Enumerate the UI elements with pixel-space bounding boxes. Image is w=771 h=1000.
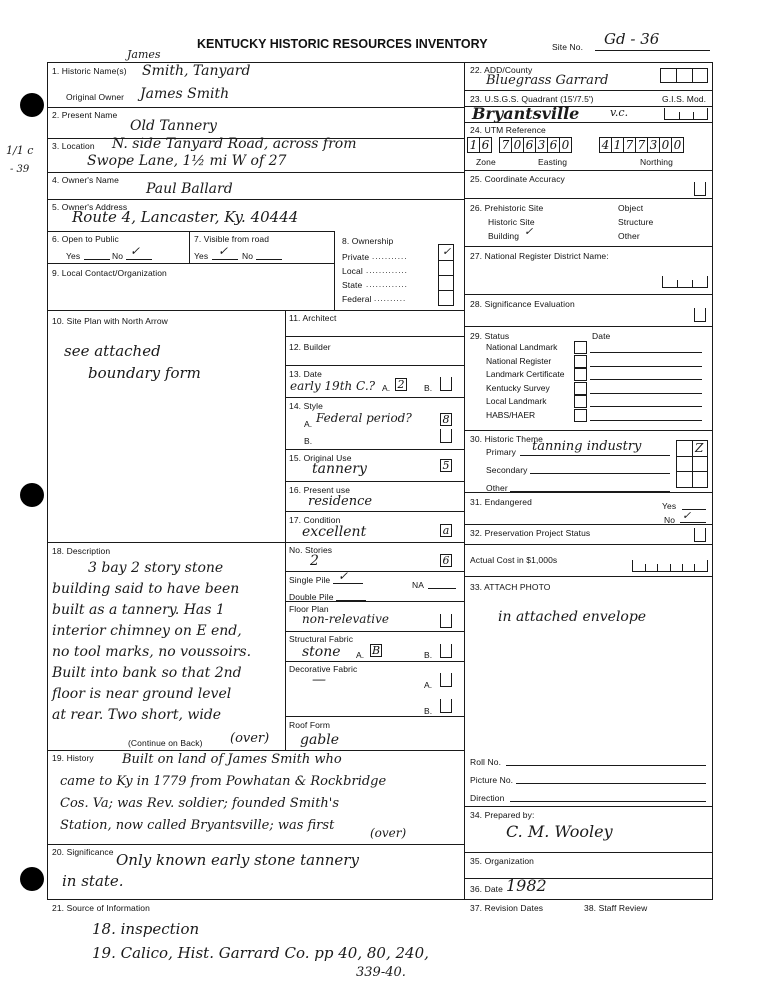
structure-label: Structure bbox=[618, 217, 654, 227]
status-item[interactable] bbox=[486, 356, 706, 369]
location-line2[interactable]: Swope Lane, 1½ mi W of 27 bbox=[87, 153, 287, 169]
stories-label: No. Stories bbox=[289, 545, 333, 555]
present-name-label: 2. Present Name bbox=[52, 110, 118, 120]
status-checkbox[interactable] bbox=[574, 341, 587, 354]
punch-hole bbox=[20, 93, 44, 117]
utm-northing-label: Northing bbox=[640, 157, 673, 167]
status-checkbox[interactable] bbox=[574, 382, 587, 395]
history-line: Built on land of James Smith who bbox=[122, 752, 342, 767]
endangered-no-mark[interactable]: ✓ bbox=[682, 509, 692, 522]
theme-secondary-label: Secondary bbox=[486, 465, 528, 475]
quadrant-value[interactable]: Bryantsville bbox=[472, 104, 580, 123]
utm-digit-box: 7 bbox=[635, 137, 648, 153]
local-contact-label: 9. Local Contact/Organization bbox=[52, 268, 167, 278]
form-title: KENTUCKY HISTORIC RESOURCES INVENTORY bbox=[197, 37, 488, 51]
description-label: 18. Description bbox=[52, 546, 111, 556]
endangered-yes-label: Yes bbox=[662, 501, 677, 511]
utm-digit-box: 0 bbox=[659, 137, 672, 153]
continue-on-back: (Continue on Back) bbox=[128, 738, 203, 748]
description-line: floor is near ground level bbox=[52, 686, 232, 702]
history-line: Station, now called Bryantsville; was first bbox=[60, 818, 335, 833]
coordinate-accuracy-label: 25. Coordinate Accuracy bbox=[470, 174, 565, 184]
nr-district-boxes[interactable] bbox=[662, 276, 708, 288]
builder-label: 12. Builder bbox=[289, 342, 331, 352]
source-line2[interactable]: 19. Calico, Hist. Garrard Co. pp 40, 80, 240, bbox=[92, 944, 429, 962]
significance-label: 20. Significance bbox=[52, 847, 114, 857]
status-date-line[interactable] bbox=[590, 406, 702, 407]
significance-eval-box[interactable] bbox=[694, 308, 706, 322]
roof-form-value[interactable]: gable bbox=[300, 732, 340, 748]
floor-plan-label: Floor Plan bbox=[289, 604, 329, 614]
description-over: (over) bbox=[230, 731, 270, 746]
status-checkbox[interactable] bbox=[574, 409, 587, 422]
open-yes-label: Yes bbox=[66, 251, 81, 261]
style-a-label: A. bbox=[304, 419, 313, 429]
date-a-box[interactable]: 2 bbox=[395, 378, 407, 391]
significance-eval-label: 28. Significance Evaluation bbox=[470, 299, 575, 309]
description-line: built as a tannery. Has 1 bbox=[52, 602, 225, 618]
utm-digit-box: 1 bbox=[467, 137, 480, 153]
utm-digit-box: 3 bbox=[647, 137, 660, 153]
actual-cost-label: Actual Cost in $1,000s bbox=[470, 555, 558, 565]
status-item-label: National Register bbox=[486, 355, 552, 366]
location-line1[interactable]: N. side Tanyard Road, across from bbox=[112, 136, 357, 152]
location-label: 3. Location bbox=[52, 141, 95, 151]
condition-value[interactable]: excellent bbox=[302, 524, 367, 540]
style-b-label: B. bbox=[304, 436, 313, 446]
nr-district-label: 27. National Register District Name: bbox=[470, 251, 609, 261]
original-use-value[interactable]: tannery bbox=[312, 461, 367, 477]
decorative-a-box[interactable] bbox=[440, 673, 452, 687]
historic-name-label: 1. Historic Name(s) bbox=[52, 66, 127, 76]
status-checkbox[interactable] bbox=[574, 395, 587, 408]
owner-name-value[interactable]: Paul Ballard bbox=[146, 181, 233, 197]
add-county-boxes[interactable] bbox=[660, 68, 708, 83]
open-no-mark[interactable]: ✓ bbox=[130, 244, 141, 258]
status-item[interactable] bbox=[486, 369, 706, 382]
historic-site-label: Historic Site bbox=[488, 217, 535, 227]
date-label: 13. Date bbox=[289, 369, 322, 379]
utm-digit-box: 6 bbox=[547, 137, 560, 153]
structural-fabric-value[interactable]: stone bbox=[302, 644, 341, 660]
style-a-box[interactable]: 8 bbox=[440, 413, 452, 426]
utm-digit-box: 6 bbox=[523, 137, 536, 153]
utm-digit-box: 0 bbox=[559, 137, 572, 153]
building-mark[interactable]: ✓ bbox=[524, 225, 534, 238]
single-pile-label: Single Pile bbox=[289, 575, 331, 585]
attach-photo-value[interactable]: in attached envelope bbox=[498, 609, 647, 625]
date-a-label: A. bbox=[382, 383, 391, 393]
visible-yes-label: Yes bbox=[194, 251, 209, 261]
site-plan-line2[interactable]: boundary form bbox=[88, 364, 201, 382]
utm-digit-box: 7 bbox=[499, 137, 512, 153]
prepared-by-label: 34. Prepared by: bbox=[470, 810, 535, 820]
site-no-value[interactable]: Gd - 36 bbox=[604, 30, 660, 48]
gis-boxes[interactable] bbox=[664, 108, 708, 120]
add-county-value[interactable]: Bluegrass Garrard bbox=[486, 73, 609, 88]
single-pile-mark[interactable]: ✓ bbox=[338, 569, 349, 583]
style-b-box[interactable] bbox=[440, 429, 452, 443]
utm-digit-box: 6 bbox=[479, 137, 492, 153]
object-label: Object bbox=[618, 203, 644, 213]
utm-easting-label: Easting bbox=[538, 157, 568, 167]
open-no-label: No bbox=[112, 251, 124, 261]
prehistoric-site-label: 26. Prehistoric Site bbox=[470, 203, 544, 213]
condition-box[interactable]: a bbox=[440, 524, 452, 537]
direction-label: Direction bbox=[470, 793, 505, 803]
history-over: (over) bbox=[370, 826, 407, 840]
theme-other-label: Other bbox=[486, 483, 508, 493]
other-label: Other bbox=[618, 231, 640, 241]
status-item[interactable] bbox=[486, 410, 706, 423]
original-use-box[interactable]: 5 bbox=[440, 459, 452, 472]
fabric-b-label: B. bbox=[424, 650, 433, 660]
roof-form-label: Roof Form bbox=[289, 720, 331, 730]
description-line: interior chimney on E end, bbox=[52, 623, 242, 639]
floor-plan-box[interactable] bbox=[440, 614, 452, 628]
building-label: Building bbox=[488, 231, 520, 241]
endangered-no-label: No bbox=[664, 515, 676, 525]
visible-no-label: No bbox=[242, 251, 254, 261]
status-item[interactable] bbox=[486, 342, 706, 355]
utm-digit-box: 1 bbox=[611, 137, 624, 153]
date-b-label: B. bbox=[424, 383, 433, 393]
status-item-label: Local Landmark bbox=[486, 396, 547, 406]
utm-digit-box: 7 bbox=[623, 137, 636, 153]
style-label: 14. Style bbox=[289, 401, 323, 411]
coordinate-accuracy-box[interactable] bbox=[694, 182, 706, 196]
utm-digit-box: 0 bbox=[511, 137, 524, 153]
decorative-fabric-value[interactable]: — bbox=[312, 672, 326, 688]
utm-easting-boxes[interactable] bbox=[500, 137, 572, 153]
utm-zone-label: Zone bbox=[476, 157, 496, 167]
decorative-fabric-label: Decorative Fabric bbox=[289, 664, 358, 674]
decorative-b-box[interactable] bbox=[440, 699, 452, 713]
present-use-label: 16. Present use bbox=[289, 485, 351, 495]
status-date-line[interactable] bbox=[590, 393, 702, 394]
utm-digit-box: 0 bbox=[671, 137, 684, 153]
open-to-public-label: 6. Open to Public bbox=[52, 234, 119, 244]
utm-zone-boxes[interactable] bbox=[468, 137, 492, 153]
owner-address-label: 5. Owner's Address bbox=[52, 202, 128, 212]
significance-line1[interactable]: Only known early stone tannery bbox=[116, 851, 359, 869]
owner-address-value[interactable]: Route 4, Lancaster, Ky. 40444 bbox=[72, 208, 299, 226]
staff-review-label: 38. Staff Review bbox=[584, 903, 648, 913]
site-plan-line1[interactable]: see attached bbox=[64, 342, 161, 360]
status-date-line[interactable] bbox=[590, 420, 702, 421]
decorative-a-label: A. bbox=[424, 680, 433, 690]
description-line: 3 bay 2 story stone bbox=[88, 560, 224, 576]
visible-yes-mark[interactable]: ✓ bbox=[218, 244, 229, 258]
fabric-a-box[interactable]: B bbox=[371, 644, 381, 657]
style-value[interactable]: Federal period? bbox=[316, 411, 412, 425]
add-county-label: 22. ADD/County bbox=[470, 65, 533, 75]
ownership-local: Local bbox=[342, 266, 363, 276]
historic-name-value[interactable]: Smith, Tanyard bbox=[142, 63, 251, 79]
source-label: 21. Source of Information bbox=[52, 903, 150, 913]
original-use-label: 15. Original Use bbox=[289, 453, 352, 463]
status-item-label: Kentucky Survey bbox=[486, 382, 550, 393]
ownership-state: State bbox=[342, 280, 363, 290]
quadrant-label: 23. U.S.G.S. Quadrant (15'/7.5') bbox=[470, 94, 594, 104]
theme-primary-value[interactable]: tanning industry bbox=[532, 439, 642, 454]
status-item-label: HABS/HAER bbox=[486, 409, 536, 420]
historic-theme-label: 30. Historic Theme bbox=[470, 434, 543, 444]
visible-from-road-label: 7. Visible from road bbox=[194, 234, 270, 244]
present-use-value[interactable]: residence bbox=[308, 494, 373, 509]
description-line: building said to have been bbox=[52, 581, 240, 597]
status-item[interactable] bbox=[486, 383, 706, 396]
ownership-label: 8. Ownership bbox=[342, 236, 394, 246]
status-item-label: National Landmark bbox=[486, 342, 558, 352]
present-name-value[interactable]: Old Tannery bbox=[130, 118, 217, 134]
status-date-line[interactable] bbox=[590, 379, 702, 380]
utm-digit-box: 3 bbox=[535, 137, 548, 153]
prepared-by-value[interactable]: C. M. Wooley bbox=[506, 822, 613, 841]
attach-photo-label: 33. ATTACH PHOTO bbox=[470, 582, 551, 592]
status-checkbox[interactable] bbox=[574, 368, 587, 381]
quadrant-suffix: v.c. bbox=[610, 106, 629, 119]
original-owner-value[interactable]: James Smith bbox=[140, 86, 230, 102]
stories-box[interactable]: 6 bbox=[440, 554, 452, 567]
actual-cost-boxes[interactable] bbox=[632, 560, 708, 572]
site-plan-label: 10. Site Plan with North Arrow bbox=[52, 316, 168, 326]
double-pile-label: Double Pile bbox=[289, 592, 334, 602]
site-no-label: Site No. bbox=[552, 42, 584, 52]
ownership-boxes[interactable] bbox=[438, 244, 454, 306]
status-checkbox[interactable] bbox=[574, 355, 587, 368]
na-label: NA bbox=[412, 580, 425, 590]
historic-name-above: James bbox=[127, 48, 161, 61]
condition-label: 17. Condition bbox=[289, 515, 341, 525]
theme-primary-label: Primary bbox=[486, 447, 516, 457]
picture-no-label: Picture No. bbox=[470, 775, 514, 785]
description-line: Built into bank so that 2nd bbox=[52, 665, 242, 681]
roll-no-label: Roll No. bbox=[470, 757, 502, 767]
theme-grid-mark: Z bbox=[695, 441, 704, 455]
punch-hole bbox=[20, 483, 44, 507]
status-label: 29. Status bbox=[470, 331, 510, 341]
history-label: 19. History bbox=[52, 753, 94, 763]
source-line1[interactable]: 18. inspection bbox=[92, 920, 200, 938]
history-line: Cos. Va; was Rev. soldier; founded Smith's bbox=[60, 796, 340, 811]
preservation-box[interactable] bbox=[694, 528, 706, 542]
gis-label: G.I.S. Mod. bbox=[662, 94, 707, 104]
structural-fabric-label: Structural Fabric bbox=[289, 634, 354, 644]
punch-hole bbox=[20, 867, 44, 891]
status-date-line[interactable] bbox=[590, 366, 702, 367]
description-line: at rear. Two short, wide bbox=[52, 707, 222, 723]
margin-note-2: - 39 bbox=[10, 164, 30, 175]
architect-label: 11. Architect bbox=[289, 313, 337, 323]
fabric-b-box[interactable] bbox=[440, 644, 452, 658]
status-item[interactable] bbox=[486, 396, 706, 409]
revision-dates-label: 37. Revision Dates bbox=[470, 903, 544, 913]
ownership-federal: Federal bbox=[342, 294, 372, 304]
ownership-private-mark: ✓ bbox=[442, 245, 452, 258]
date-value[interactable]: early 19th C.? bbox=[290, 379, 376, 393]
stories-value[interactable]: 2 bbox=[310, 553, 319, 569]
significance-line2[interactable]: in state. bbox=[62, 872, 124, 890]
source-line3[interactable]: 339-40. bbox=[356, 965, 406, 980]
status-item-label: Landmark Certificate bbox=[486, 369, 565, 379]
organization-label: 35. Organization bbox=[470, 856, 534, 866]
margin-note-1: 1/1 c bbox=[6, 144, 34, 157]
date-b-box[interactable] bbox=[440, 377, 452, 391]
description-line: no tool marks, no voussoirs. bbox=[52, 644, 252, 660]
utm-digit-box: 4 bbox=[599, 137, 612, 153]
history-line: came to Ky in 1779 from Powhatan & Rockbridge bbox=[60, 774, 387, 789]
status-date-label: Date bbox=[592, 331, 611, 341]
owner-name-label: 4. Owner's Name bbox=[52, 175, 119, 185]
preservation-label: 32. Preservation Project Status bbox=[470, 528, 591, 538]
ownership-private: Private bbox=[342, 252, 370, 262]
endangered-label: 31. Endangered bbox=[470, 497, 532, 507]
utm-northing-boxes[interactable] bbox=[600, 137, 684, 153]
theme-grid[interactable] bbox=[676, 440, 708, 488]
date-prepared-label: 36. Date bbox=[470, 884, 503, 894]
utm-label: 24. UTM Reference bbox=[470, 125, 546, 135]
decorative-b-label: B. bbox=[424, 706, 433, 716]
original-owner-label: Original Owner bbox=[66, 92, 125, 102]
fabric-a-label: A. bbox=[356, 650, 365, 660]
status-date-line[interactable] bbox=[590, 352, 702, 353]
floor-plan-value[interactable]: non-relevative bbox=[302, 612, 389, 626]
date-prepared-value[interactable]: 1982 bbox=[506, 876, 547, 895]
